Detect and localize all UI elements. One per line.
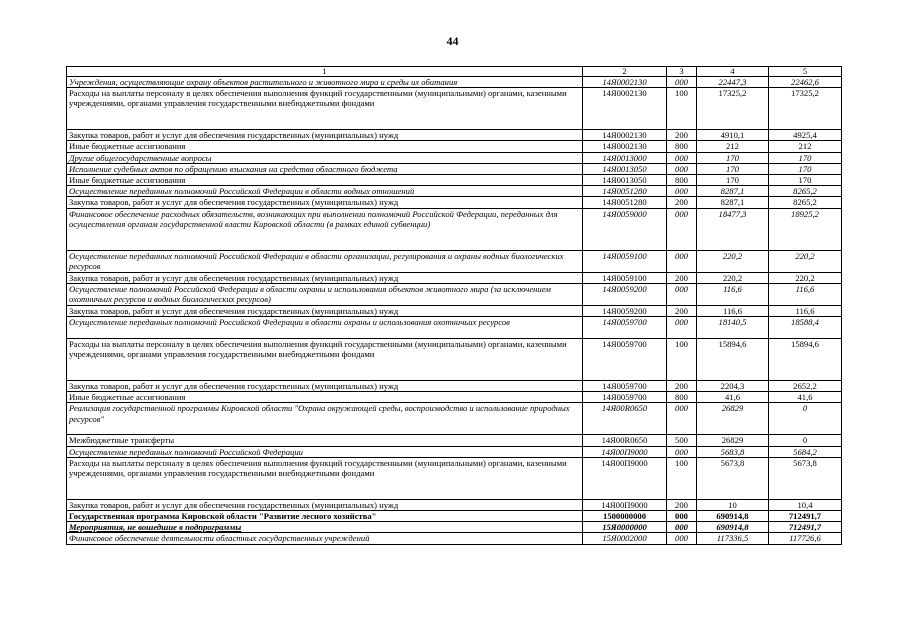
row-name-cell: Реализация государственной программы Кировской области "Охрана окружающей среды, воспроизводство и использование природных ресурсов": [67, 403, 583, 435]
row-value-2-cell: 2652,2: [769, 381, 842, 392]
row-value-2-cell: 22462,6: [769, 77, 842, 88]
row-type-cell: 000: [667, 186, 697, 197]
table-row: [67, 305, 842, 316]
row-name-cell: Осуществление переданных полномочий Российской Федерации: [67, 446, 583, 457]
budget-table: [66, 66, 842, 545]
row-value-1-cell: 15894,6: [697, 339, 769, 381]
row-code-cell: 14Я0002130: [583, 130, 667, 141]
row-value-2-cell: 5684,2: [769, 446, 842, 457]
row-code-cell: 14Я0059100: [583, 250, 667, 272]
row-value-2-cell: 17325,2: [769, 88, 842, 130]
table-row: [67, 511, 842, 522]
row-name-cell: Иные бюджетные ассигнования: [67, 175, 583, 186]
row-type-cell: 000: [667, 446, 697, 457]
row-type-cell: 100: [667, 339, 697, 381]
row-value-1-cell: 10: [697, 499, 769, 510]
row-type-cell: 000: [667, 77, 697, 88]
row-value-1-cell: 18477,3: [697, 208, 769, 250]
row-type-cell: 000: [667, 533, 697, 544]
row-type-cell: 800: [667, 175, 697, 186]
header-cell-3: 3: [667, 67, 697, 77]
row-value-2-cell: 170: [769, 175, 842, 186]
row-type-cell: 000: [667, 283, 697, 305]
row-code-cell: 14Я00П9000: [583, 457, 667, 499]
row-value-1-cell: 5673,8: [697, 457, 769, 499]
row-value-1-cell: 4910,1: [697, 130, 769, 141]
table-row: [67, 403, 842, 435]
row-code-cell: 14Я0059700: [583, 392, 667, 403]
row-value-2-cell: 0: [769, 435, 842, 446]
page-number: 44: [446, 34, 459, 48]
table-row: [67, 533, 842, 544]
row-value-2-cell: 116,6: [769, 305, 842, 316]
row-value-2-cell: 41,6: [769, 392, 842, 403]
row-value-2-cell: 10,4: [769, 499, 842, 510]
row-value-2-cell: 8265,2: [769, 197, 842, 208]
row-code-cell: 15Я0000000: [583, 522, 667, 533]
row-name-cell: Межбюджетные трансферты: [67, 435, 583, 446]
row-value-1-cell: 116,6: [697, 283, 769, 305]
row-value-2-cell: 0: [769, 403, 842, 435]
row-code-cell: 14Я0013050: [583, 163, 667, 174]
row-value-1-cell: 170: [697, 163, 769, 174]
row-type-cell: 100: [667, 88, 697, 130]
table-row: [67, 163, 842, 174]
table-row: [67, 130, 842, 141]
table-row: [67, 317, 842, 339]
row-code-cell: 14Я0059000: [583, 208, 667, 250]
row-type-cell: 000: [667, 208, 697, 250]
row-value-2-cell: 18588,4: [769, 317, 842, 339]
row-code-cell: 14Я0059200: [583, 305, 667, 316]
row-value-2-cell: 15894,6: [769, 339, 842, 381]
row-name-cell: Закупка товаров, работ и услуг для обеспечения государственных (муниципальных) нужд: [67, 130, 583, 141]
row-type-cell: 000: [667, 163, 697, 174]
header-cell-1: 1: [67, 67, 583, 77]
row-value-1-cell: 116,6: [697, 305, 769, 316]
row-value-1-cell: 220,2: [697, 272, 769, 283]
row-code-cell: 14Я0059700: [583, 317, 667, 339]
row-value-1-cell: 5683,8: [697, 446, 769, 457]
row-type-cell: 200: [667, 305, 697, 316]
row-code-cell: 15Я0002000: [583, 533, 667, 544]
table-row: [67, 381, 842, 392]
row-value-2-cell: 4925,4: [769, 130, 842, 141]
table-row: [67, 457, 842, 499]
row-name-cell: Расходы на выплаты персоналу в целях обеспечения выполнения функций государственными (муниципальными) органами, казенными учреждениями, органами управления государственными внебюджетными фондами: [67, 88, 583, 130]
row-type-cell: 000: [667, 250, 697, 272]
row-code-cell: 14Я0013000: [583, 152, 667, 163]
row-value-1-cell: 8287,1: [697, 197, 769, 208]
row-value-1-cell: 212: [697, 141, 769, 152]
row-name-cell: Финансовое обеспечение расходных обязательств, возникающих при выполнении полномочий Российской Федерации, переданных для осуществления органам государственной власти Кировской области (в рамках единой субвенции): [67, 208, 583, 250]
row-value-2-cell: 220,2: [769, 272, 842, 283]
row-code-cell: 14Я0013050: [583, 175, 667, 186]
row-type-cell: 500: [667, 435, 697, 446]
row-name-cell: Иные бюджетные ассигнования: [67, 141, 583, 152]
row-value-1-cell: 690914,8: [697, 522, 769, 533]
row-name-cell: Закупка товаров, работ и услуг для обеспечения государственных (муниципальных) нужд: [67, 305, 583, 316]
row-value-1-cell: 117336,5: [697, 533, 769, 544]
row-name-cell: Мероприятия, не вошедшие в подпрограммы: [67, 522, 583, 533]
row-value-1-cell: 26829: [697, 403, 769, 435]
table-row: [67, 272, 842, 283]
row-value-2-cell: 212: [769, 141, 842, 152]
row-code-cell: 14Я0051280: [583, 186, 667, 197]
row-code-cell: 14Я0002130: [583, 77, 667, 88]
row-value-2-cell: 170: [769, 163, 842, 174]
row-value-1-cell: 26829: [697, 435, 769, 446]
row-type-cell: 800: [667, 141, 697, 152]
row-value-2-cell: 712491,7: [769, 522, 842, 533]
row-value-1-cell: 18140,5: [697, 317, 769, 339]
row-value-1-cell: 220,2: [697, 250, 769, 272]
row-value-1-cell: 41,6: [697, 392, 769, 403]
row-type-cell: 200: [667, 499, 697, 510]
row-type-cell: 200: [667, 197, 697, 208]
row-name-cell: Исполнение судебных актов по обращению взыскания на средства областного бюджета: [67, 163, 583, 174]
row-value-2-cell: 170: [769, 152, 842, 163]
table-row: [67, 446, 842, 457]
row-name-cell: Осуществление переданных полномочий Российской Федерации в области охраны и использования охотничьих ресурсов: [67, 317, 583, 339]
table-row: [67, 208, 842, 250]
row-value-2-cell: 116,6: [769, 283, 842, 305]
row-code-cell: 14Я0051280: [583, 197, 667, 208]
header-cell-2: 2: [583, 67, 667, 77]
row-code-cell: 14Я00П9000: [583, 446, 667, 457]
table-row: [67, 152, 842, 163]
table-row: [67, 175, 842, 186]
row-type-cell: 000: [667, 522, 697, 533]
row-value-1-cell: 170: [697, 152, 769, 163]
row-code-cell: 14Я0059100: [583, 272, 667, 283]
row-name-cell: Другие общегосударственные вопросы: [67, 152, 583, 163]
table-header-row: [67, 67, 842, 77]
table-row: [67, 392, 842, 403]
row-name-cell: Расходы на выплаты персоналу в целях обеспечения выполнения функций государственными (муниципальными) органами, казенными учреждениями, органами управления государственными внебюджетными фондами: [67, 457, 583, 499]
row-type-cell: 200: [667, 130, 697, 141]
row-value-2-cell: 117726,6: [769, 533, 842, 544]
row-value-1-cell: 170: [697, 175, 769, 186]
table-row: [67, 339, 842, 381]
table-row: [67, 88, 842, 130]
row-type-cell: 000: [667, 511, 697, 522]
row-name-cell: Закупка товаров, работ и услуг для обеспечения государственных (муниципальных) нужд: [67, 272, 583, 283]
row-code-cell: 14Я00П9000: [583, 499, 667, 510]
row-code-cell: 14Я0059700: [583, 339, 667, 381]
row-value-2-cell: 220,2: [769, 250, 842, 272]
table-row: [67, 499, 842, 510]
row-value-1-cell: 22447,3: [697, 77, 769, 88]
row-type-cell: 800: [667, 392, 697, 403]
table-row: [67, 250, 842, 272]
table-row: [67, 141, 842, 152]
row-value-1-cell: 2204,3: [697, 381, 769, 392]
row-name-cell: Учреждения, осуществляющие охрану объектов растительного и животного мира и среды их обитания: [67, 77, 583, 88]
row-value-1-cell: 17325,2: [697, 88, 769, 130]
row-value-1-cell: 8287,1: [697, 186, 769, 197]
table-row: [67, 283, 842, 305]
header-cell-4: 4: [697, 67, 769, 77]
row-type-cell: 000: [667, 152, 697, 163]
row-code-cell: 14Я0059700: [583, 381, 667, 392]
row-value-2-cell: 712491,7: [769, 511, 842, 522]
table-row: [67, 77, 842, 88]
row-type-cell: 100: [667, 457, 697, 499]
row-code-cell: 1500000000: [583, 511, 667, 522]
row-value-2-cell: 8265,2: [769, 186, 842, 197]
row-name-cell: Закупка товаров, работ и услуг для обеспечения государственных (муниципальных) нужд: [67, 197, 583, 208]
row-type-cell: 000: [667, 317, 697, 339]
row-code-cell: 14Я00R0650: [583, 435, 667, 446]
row-name-cell: Осуществление переданных полномочий Российской Федерации в области водных отношений: [67, 186, 583, 197]
row-code-cell: 14Я0059200: [583, 283, 667, 305]
row-name-cell: Иные бюджетные ассигнования: [67, 392, 583, 403]
table-row: [67, 435, 842, 446]
row-name-cell: Закупка товаров, работ и услуг для обеспечения государственных (муниципальных) нужд: [67, 499, 583, 510]
row-name-cell: Осуществление переданных полномочий Российской Федерации в области организации, регулирования и охраны водных биологических ресурсов: [67, 250, 583, 272]
table-row: [67, 186, 842, 197]
row-value-2-cell: 5673,8: [769, 457, 842, 499]
row-code-cell: 14Я00R0650: [583, 403, 667, 435]
row-name-cell: Закупка товаров, работ и услуг для обеспечения государственных (муниципальных) нужд: [67, 381, 583, 392]
row-type-cell: 000: [667, 403, 697, 435]
table-row: [67, 197, 842, 208]
row-name-cell: Государственная программа Кировской области "Развитие лесного хозяйства": [67, 511, 583, 522]
row-code-cell: 14Я0002130: [583, 141, 667, 152]
row-name-cell: Осуществление полномочий Российской Федерации в области охраны и использования объектов животного мира (за исключением охотничьих ресурсов и водных биологических ресурсов): [67, 283, 583, 305]
table-row: [67, 522, 842, 533]
row-name-cell: Финансовое обеспечение деятельности областных государственных учреждений: [67, 533, 583, 544]
row-value-2-cell: 18925,2: [769, 208, 842, 250]
row-code-cell: 14Я0002130: [583, 88, 667, 130]
row-type-cell: 200: [667, 272, 697, 283]
row-value-1-cell: 690914,8: [697, 511, 769, 522]
row-name-cell: Расходы на выплаты персоналу в целях обеспечения выполнения функций государственными (муниципальными) органами, казенными учреждениями, органами управления государственными внебюджетными фондами: [67, 339, 583, 381]
header-cell-5: 5: [769, 67, 842, 77]
row-type-cell: 200: [667, 381, 697, 392]
